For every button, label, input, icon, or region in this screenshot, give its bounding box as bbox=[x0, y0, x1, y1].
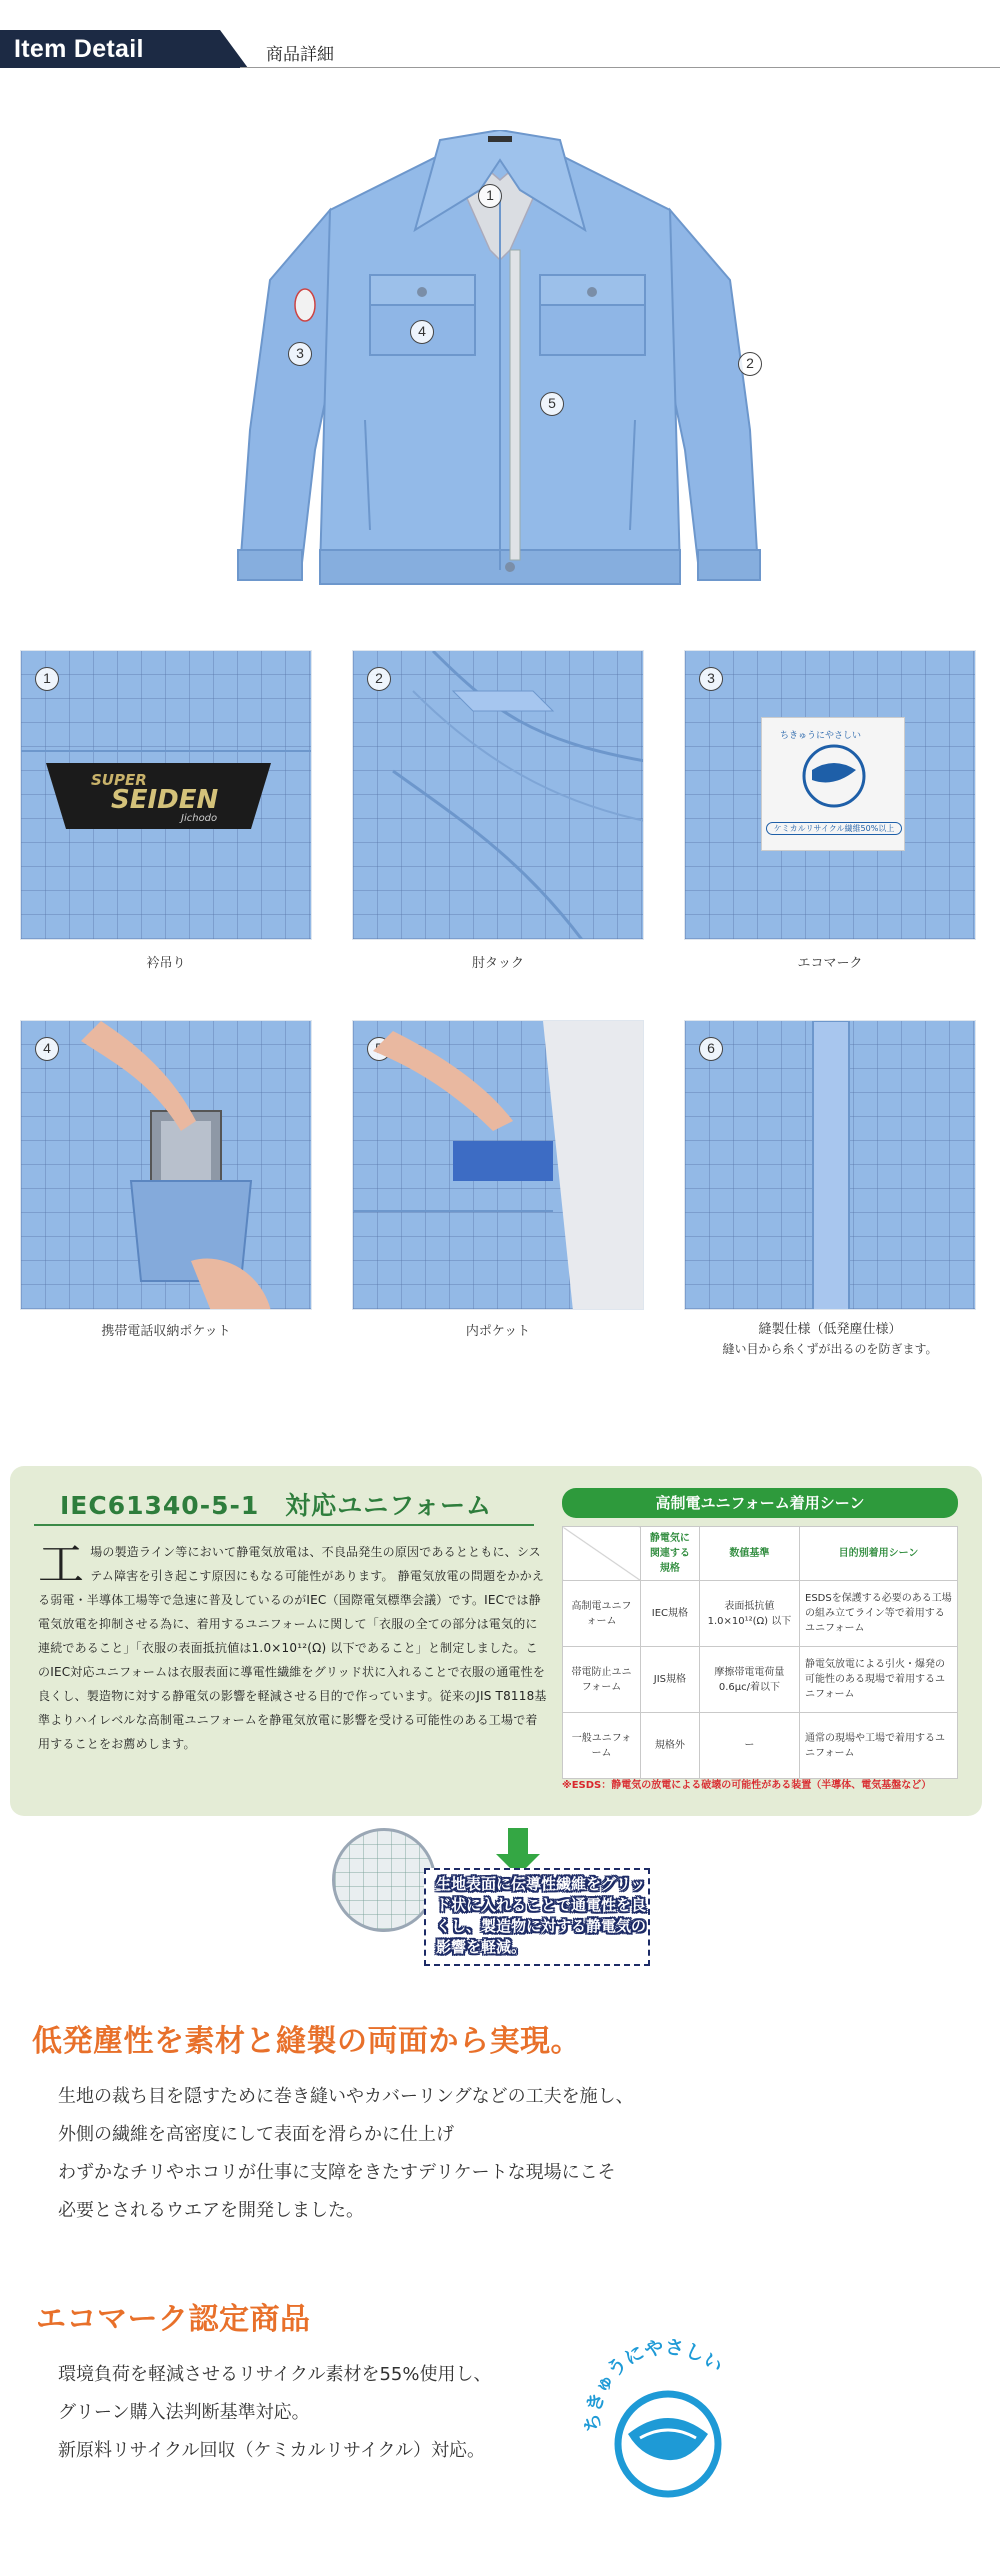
low-dust-line: 外側の繊維を高密度にして表面を滑らかに仕上げ bbox=[58, 2124, 454, 2145]
table-row bbox=[563, 1647, 958, 1713]
header-title: Item Detail bbox=[14, 35, 144, 63]
ecomark-body bbox=[58, 2356, 578, 2470]
esds-note: ※ESDS：静電気の放電による破壊の可能性がある装置（半導体、電気基盤など） bbox=[562, 1780, 932, 1791]
detail-num-6: 6 bbox=[699, 1037, 723, 1061]
detail-caption-6: 縫製仕様（低発塵仕様） bbox=[758, 1322, 902, 1337]
header-rule bbox=[240, 67, 1000, 68]
detail-photo-1 bbox=[20, 650, 312, 940]
detail-caption-6b: 縫い目から糸くずが出るのを防ぎます。 bbox=[722, 1342, 938, 1356]
inner-pocket-illustration bbox=[353, 1021, 644, 1310]
low-dust-title: 低発塵性を素材と縫製の両面から実現。 bbox=[32, 2024, 581, 2059]
label-brand: Jichodo bbox=[181, 813, 218, 824]
scene-row-standard: IEC規格 bbox=[641, 1581, 700, 1647]
low-dust-line: わずかなチリやホコリが仕事に支障をきたすデリケートな現場にこそ bbox=[58, 2162, 616, 2183]
iec-first-lines: 場の製造ライン等において静電気放電は、不良品発生の原因であるとともに、システム障害を引き起こす原因にもなる可能性があります。 bbox=[90, 1545, 541, 1583]
detail-photo-4 bbox=[20, 1020, 312, 1310]
detail-num-4: 4 bbox=[35, 1037, 59, 1061]
detail-caption-2: 肘タック bbox=[471, 956, 524, 971]
detail-num-2: 2 bbox=[367, 667, 391, 691]
scene-table bbox=[562, 1526, 958, 1779]
section-header bbox=[0, 30, 1000, 68]
detail-photo-6 bbox=[684, 1020, 976, 1310]
detail-caption-4: 携帯電話収納ポケット bbox=[101, 1324, 231, 1339]
scene-row-scene: 静電気放電による引火・爆発の可能性のある現場で着用するユニフォーム bbox=[800, 1647, 958, 1713]
scene-row-value: ー bbox=[699, 1713, 799, 1779]
scene-title: 高制電ユニフォーム着用シーン bbox=[562, 1488, 958, 1518]
low-dust-line: 生地の裁ち目を隠すために巻き縫いやカバーリングなどの工夫を施し、 bbox=[58, 2086, 634, 2107]
jacket-main-image bbox=[210, 130, 790, 630]
scene-row-name: 一般ユニフォーム bbox=[563, 1713, 641, 1779]
iec-body: 静電気放電の問題をかかえる弱電・半導体工場等で急速に普及しているのがIEC（国際電気標準会議）です。IECでは静電気放電を抑制させる為に、着用するユニフォームに関して「衣服の全ての部分は電気的に連続であること」「衣服の表面抵抗値は1.0×10¹²(Ω) 以下であること」と制定しました。このIEC対応ユニフォームは衣服表面に導電性繊維をグリッド状に入れることで衣服の通電性を良くし、製造物に対する静電気の影響を軽減させる目的で作っています。従来のJIS T8118基準よりハイレベルな高制電ユニフォームを静電気放電に影響を受ける可能性のある工場で着用することをお薦めします。 bbox=[38, 1569, 547, 1751]
scene-row-standard: 規格外 bbox=[641, 1713, 700, 1779]
ecomark-line: 環境負荷を軽減させるリサイクル素材を55%使用し、 bbox=[58, 2364, 492, 2385]
iec-initial: 工 bbox=[38, 1537, 85, 1591]
ecomark-line: グリーン購入法判断基準対応。 bbox=[58, 2402, 310, 2423]
detail-caption-1: 衿吊り bbox=[146, 956, 186, 971]
detail-num-1: 1 bbox=[35, 667, 59, 691]
detail-photo-3 bbox=[684, 650, 976, 940]
scene-row-name: 帯電防止ユニフォーム bbox=[563, 1647, 641, 1713]
detail-num-3: 3 bbox=[699, 667, 723, 691]
scene-row-value: 摩擦帯電電荷量 0.6μc/着以下 bbox=[699, 1647, 799, 1713]
ecomark-title: エコマーク認定商品 bbox=[36, 2302, 311, 2337]
iec-panel bbox=[10, 1466, 982, 1816]
callout-text: 生地表面に伝導性繊維をグリッド状に入れることで通電性を良くし、製造物に対する静電気の影響を軽減。 bbox=[436, 1875, 647, 1956]
scene-row-name: 高制電ユニフォーム bbox=[563, 1581, 641, 1647]
detail-caption-5: 内ポケット bbox=[465, 1324, 531, 1339]
scene-row-scene: ESDSを保護する必要のある工場の組み立てライン等で着用するユニフォーム bbox=[800, 1581, 958, 1647]
scene-header-value: 数値基準 bbox=[699, 1527, 799, 1581]
scene-header-row bbox=[563, 1527, 958, 1581]
scene-header-scene: 目的別着用シーン bbox=[800, 1527, 958, 1581]
scene-row-scene: 通常の現場や工場で着用するユニフォーム bbox=[800, 1713, 958, 1779]
callout-2: 2 bbox=[738, 352, 762, 376]
detail-photo-2 bbox=[352, 650, 644, 940]
eco-tag-arc: ちきゅうにやさしい bbox=[780, 731, 862, 741]
svg-text:ちきゅうにやさしい bbox=[582, 2336, 727, 2432]
eco-mark-arc-text: ちきゅうにやさしい bbox=[582, 2336, 727, 2433]
down-arrow-icon bbox=[508, 1828, 528, 1856]
ecomark-line: 新原料リサイクル回収（ケミカルリサイクル）対応。 bbox=[58, 2440, 485, 2461]
low-dust-line: 必要とされるウエアを開発しました。 bbox=[58, 2200, 364, 2221]
scene-row-value: 表面抵抗値 1.0×10¹²(Ω) 以下 bbox=[699, 1581, 799, 1647]
eco-mark-logo bbox=[570, 2322, 760, 2512]
callout-4: 4 bbox=[410, 320, 434, 344]
callout-1: 1 bbox=[478, 184, 502, 208]
detail-caption-3: エコマーク bbox=[797, 956, 863, 971]
label-seiden: SEIDEN bbox=[111, 785, 219, 815]
table-row bbox=[563, 1713, 958, 1779]
elbow-tuck-illustration bbox=[353, 651, 644, 940]
low-dust-body bbox=[58, 2078, 958, 2230]
eco-mark-icon bbox=[570, 2322, 760, 2512]
iec-title: IEC61340-5-1 対応ユニフォーム bbox=[60, 1491, 492, 1520]
iec-title-rule bbox=[34, 1524, 534, 1526]
label-super: SUPER bbox=[91, 771, 147, 789]
fabric-zoom-circle bbox=[332, 1828, 436, 1932]
callout-5: 5 bbox=[540, 392, 564, 416]
scene-header-standard: 静電気に関連する規格 bbox=[641, 1527, 700, 1581]
header-subtitle: 商品詳細 bbox=[266, 45, 334, 65]
table-row bbox=[563, 1581, 958, 1647]
eco-tag-text: ケミカルリサイクル繊維50%以上 bbox=[766, 822, 902, 835]
seam-illustration bbox=[685, 1021, 976, 1310]
grid-fiber-callout bbox=[424, 1868, 650, 1966]
phone-pocket-illustration bbox=[21, 1021, 312, 1310]
scene-corner bbox=[563, 1527, 641, 1581]
eco-tag bbox=[761, 717, 905, 851]
detail-photo-5 bbox=[352, 1020, 644, 1310]
scene-row-standard: JIS規格 bbox=[641, 1647, 700, 1713]
jacket-illustration bbox=[210, 130, 790, 630]
callout-3: 3 bbox=[288, 342, 312, 366]
iec-description bbox=[38, 1537, 548, 1756]
